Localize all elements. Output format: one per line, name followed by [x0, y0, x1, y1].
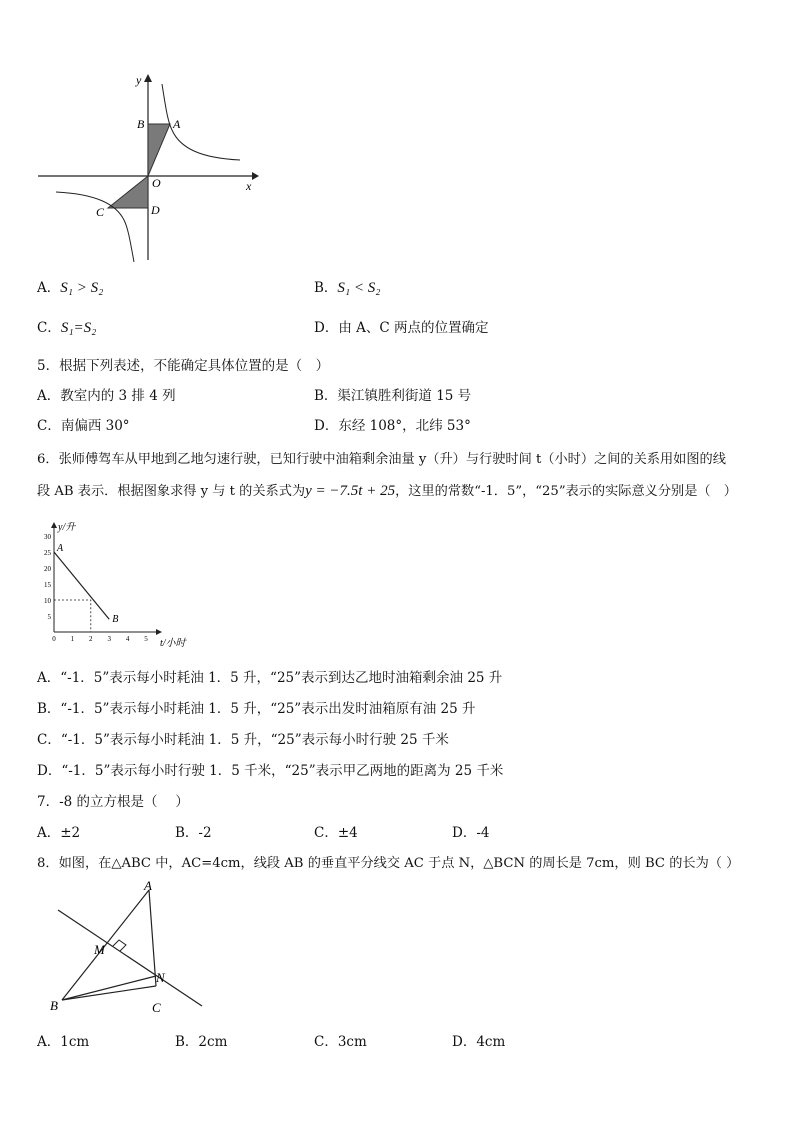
chart-x-tick: 3	[107, 635, 111, 643]
chart-segment-ab	[54, 552, 109, 619]
q8-option-c[interactable]: C．3cm	[314, 1034, 367, 1050]
q7-option-b[interactable]: B．-2	[175, 825, 212, 841]
tri-point-b: B	[50, 998, 58, 1013]
q4-option-c[interactable]: C．S₁=S₂	[37, 320, 97, 336]
x-axis-label: x	[246, 179, 252, 193]
point-c-label: C	[96, 205, 105, 219]
chart-x-tick: 4	[125, 635, 130, 643]
q7-option-d[interactable]: D．-4	[452, 825, 490, 841]
q7-option-c[interactable]: C．±4	[314, 825, 358, 841]
q8-stem: 8．如图，在△ABC 中，AC=4cm，线段 AB 的垂直平分线交 AC 于点 N，△BCN 的周长是 7cm，则 BC 的长为（ ）	[37, 856, 740, 871]
chart-x-label: t/小时	[160, 638, 186, 647]
chart-guide-dashed	[54, 600, 91, 632]
q6-stem-line2: 段 AB 表示．根据图象求得 y 与 t 的关系式为y = −7.5t + 25，这里的常数“-1．5”，“25”表示的实际意义分别是（ ）	[37, 483, 737, 499]
q4-option-a[interactable]: A．S₁ > S₂	[37, 280, 104, 296]
point-d-label: D	[151, 203, 160, 217]
point-a-label: A	[173, 117, 181, 131]
q5-option-a[interactable]: A．教室内的 3 排 4 列	[37, 388, 176, 404]
q5-option-d[interactable]: D．东经 108°，北纬 53°	[314, 418, 471, 434]
q6-option-a[interactable]: A．“-1．5”表示每小时耗油 1．5 升，“25”表示到达乙地时油箱剩余油 25 升	[37, 670, 503, 686]
q4-option-d[interactable]: D．由 A、C 两点的位置确定	[314, 320, 489, 336]
chart-y-label: y/升	[58, 522, 76, 533]
q5-option-c[interactable]: C．南偏西 30°	[37, 418, 130, 434]
q8-option-d[interactable]: D．4cm	[452, 1034, 506, 1050]
q6-option-d[interactable]: D．“-1．5”表示每小时行驶 1．5 千米，“25”表示甲乙两地的距离为 25 千米	[37, 763, 504, 779]
chart-y-tick: 30	[44, 533, 51, 541]
chart-y-tick: 10	[44, 597, 51, 605]
q5-option-b[interactable]: B．渠江镇胜利街道 15 号	[314, 388, 472, 404]
point-b-label: B	[137, 117, 145, 131]
q7-stem: 7．-8 的立方根是（ ）	[37, 794, 189, 810]
tri-point-m: M	[94, 942, 105, 957]
tri-point-a: A	[144, 878, 152, 893]
oil-chart	[36, 522, 216, 647]
q8-option-b[interactable]: B．2cm	[175, 1034, 228, 1050]
q6-stem-line1: 6．张师傅驾车从甲地到乙地匀速行驶，已知行驶中油箱剩余油量 y（升）与行驶时间 t（小时）之间的关系用如图的线	[37, 452, 726, 467]
chart-point-a: A	[57, 543, 64, 554]
chart-y-tick: 5	[47, 613, 51, 621]
q6-formula: y = −7.5t + 25	[305, 483, 396, 499]
chart-y-tick: 20	[44, 565, 51, 573]
q6-option-c[interactable]: C．“-1．5”表示每小时耗油 1．5 升，“25”表示每小时行驶 25 千米	[37, 732, 449, 748]
chart-y-tick: 15	[44, 581, 51, 589]
figure-triangle	[40, 876, 215, 1021]
q6-option-b[interactable]: B．“-1．5”表示每小时耗油 1．5 升，“25”表示出发时油箱原有油 25 升	[37, 701, 476, 717]
q8-option-a[interactable]: A．1cm	[37, 1034, 90, 1050]
chart-x-arrow	[156, 629, 162, 635]
tri-point-c: C	[152, 1000, 161, 1015]
chart-y-tick: 25	[44, 549, 51, 557]
q7-option-a[interactable]: A．±2	[37, 825, 81, 841]
tri-point-n: N	[156, 970, 165, 985]
y-axis-label: y	[136, 73, 142, 87]
chart-point-b: B	[112, 614, 119, 626]
chart-x-tick: 1	[70, 635, 75, 643]
chart-y-arrow	[51, 522, 57, 528]
figure-hyperbola	[30, 70, 260, 265]
chart-x-tick: 5	[144, 635, 148, 643]
q4-option-b[interactable]: B．S₁ < S₂	[314, 280, 381, 296]
origin-label: O	[152, 176, 161, 190]
chart-x-tick: 0	[52, 635, 56, 643]
q5-stem: 5．根据下列表述，不能确定具体位置的是（ ）	[37, 358, 330, 374]
chart-x-tick: 2	[89, 635, 93, 643]
